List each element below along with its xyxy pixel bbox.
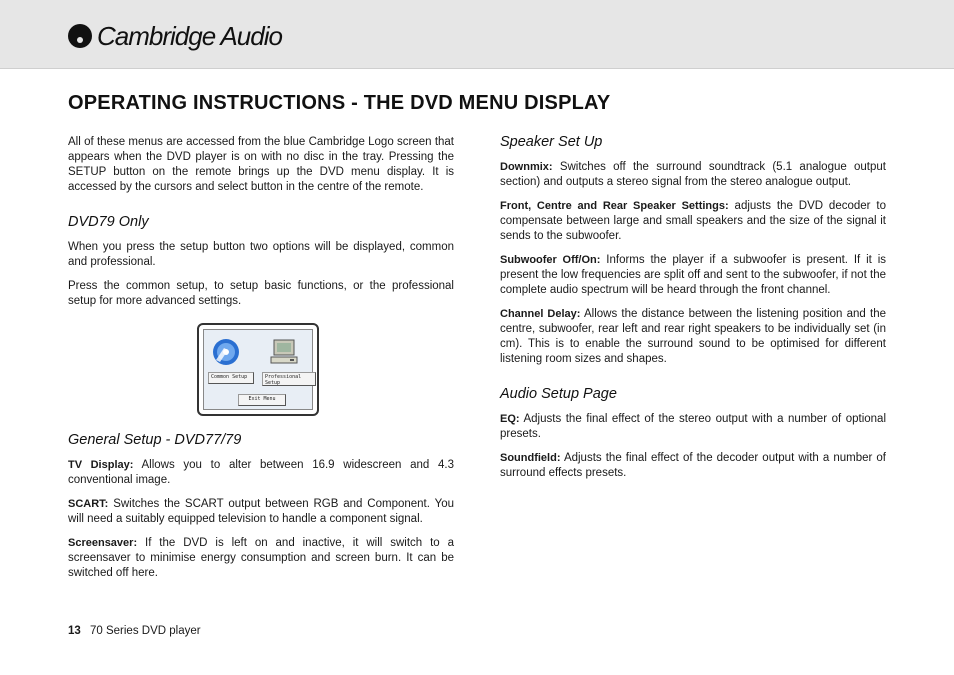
speaker-settings-term: Front, Centre and Rear Speaker Settings: [500, 200, 729, 212]
channel-delay-term: Channel Delay: [500, 308, 581, 320]
brand-name: Cambridge Audio [97, 20, 282, 51]
computer-icon [268, 338, 302, 366]
right-column [500, 135, 886, 490]
screensaver-term: Screensaver: [68, 537, 138, 549]
scart-term: SCART: [68, 498, 109, 510]
professional-setup-button[interactable]: Professional Setup [262, 372, 316, 386]
scart-paragraph [68, 497, 454, 527]
subwoofer-term: Subwoofer Off/On: [500, 254, 601, 266]
tv-display-text: Allows you to alter between 16.9 widescreen and 4.3 conventional image. [68, 459, 455, 486]
channel-delay-text: Allows the distance between the listening position and the centre, subwoofer, rear left and rear right speakers to be individually set (in cm). This is to enable the surround sound to be optimised for different listening room sizes and shapes. [500, 308, 886, 365]
eq-term: EQ: [500, 413, 520, 425]
scart-text: Switches the SCART output between RGB and Component. You will need a suitably equipped television to handle a component signal. [68, 498, 454, 525]
downmix-text: Switches off the surround soundtrack (5.1 analogue output section) and outputs a stereo signal from the stereo analogue output. [500, 161, 886, 188]
setup-menu-screen [203, 329, 313, 410]
speaker-setup-heading: Speaker Set Up [500, 134, 603, 150]
downmix-paragraph [500, 160, 886, 190]
page-title: OPERATING INSTRUCTIONS - THE DVD MENU DISPLAY [68, 92, 611, 114]
general-setup-heading: General Setup - DVD77/79 [68, 432, 242, 448]
audio-setup-heading: Audio Setup Page [500, 386, 617, 402]
disc-icon [212, 338, 240, 366]
dvd79-paragraph-2: Press the common setup, to setup basic functions, or the professional setup for more advanced settings. [68, 280, 454, 307]
brand-logo [68, 18, 282, 54]
cambridge-audio-logo-icon [68, 24, 92, 48]
eq-text: Adjusts the final effect of the stereo output with a number of optional presets. [500, 413, 886, 440]
intro-paragraph: All of these menus are accessed from the blue Cambridge Logo screen that appears when the DVD player is on with no disc in the tray. Pressing the SETUP button on the remote brings up the DVD menu display. It is accessed by the cursors and select button in the centre of the remote. [68, 136, 454, 193]
screensaver-paragraph [68, 536, 454, 581]
eq-paragraph [500, 412, 886, 442]
screensaver-text: If the DVD is left on and inactive, it will switch to a screensaver to minimise energy consumption and screen burn. It can be switched off here. [68, 537, 454, 579]
tv-display-paragraph [68, 458, 454, 488]
page-footer [68, 625, 201, 637]
subwoofer-text: Informs the player if a subwoofer is present. If it is present the low frequencies are split off and sent to the subwoofer, if not the complete audio spectrum will be heard through the front channel. [500, 254, 887, 296]
tv-display-term: TV Display: [68, 459, 134, 471]
dvd79-heading: DVD79 Only [68, 214, 149, 230]
soundfield-paragraph [500, 451, 886, 481]
dvd79-paragraph-1: When you press the setup button two options will be displayed, common and professional. [68, 241, 454, 268]
page-number: 13 [68, 625, 81, 637]
product-name: 70 Series DVD player [90, 625, 201, 637]
speaker-settings-text: adjusts the DVD decoder to compensate between large and small speakers and the size of the signal it sends to the subwoofer. [500, 200, 886, 242]
soundfield-text: Adjusts the final effect of the decoder output with a number of surround effects presets. [500, 452, 886, 479]
channel-delay-paragraph [500, 307, 886, 367]
soundfield-term: Soundfield: [500, 452, 561, 464]
left-column [68, 135, 454, 590]
subwoofer-paragraph [500, 253, 886, 298]
speaker-settings-paragraph [500, 199, 886, 244]
exit-menu-button[interactable]: Exit Menu [238, 394, 286, 406]
setup-menu-screenshot [197, 323, 319, 416]
downmix-term: Downmix: [500, 161, 553, 173]
page-header [0, 0, 954, 69]
common-setup-button[interactable]: Common Setup [208, 372, 254, 384]
